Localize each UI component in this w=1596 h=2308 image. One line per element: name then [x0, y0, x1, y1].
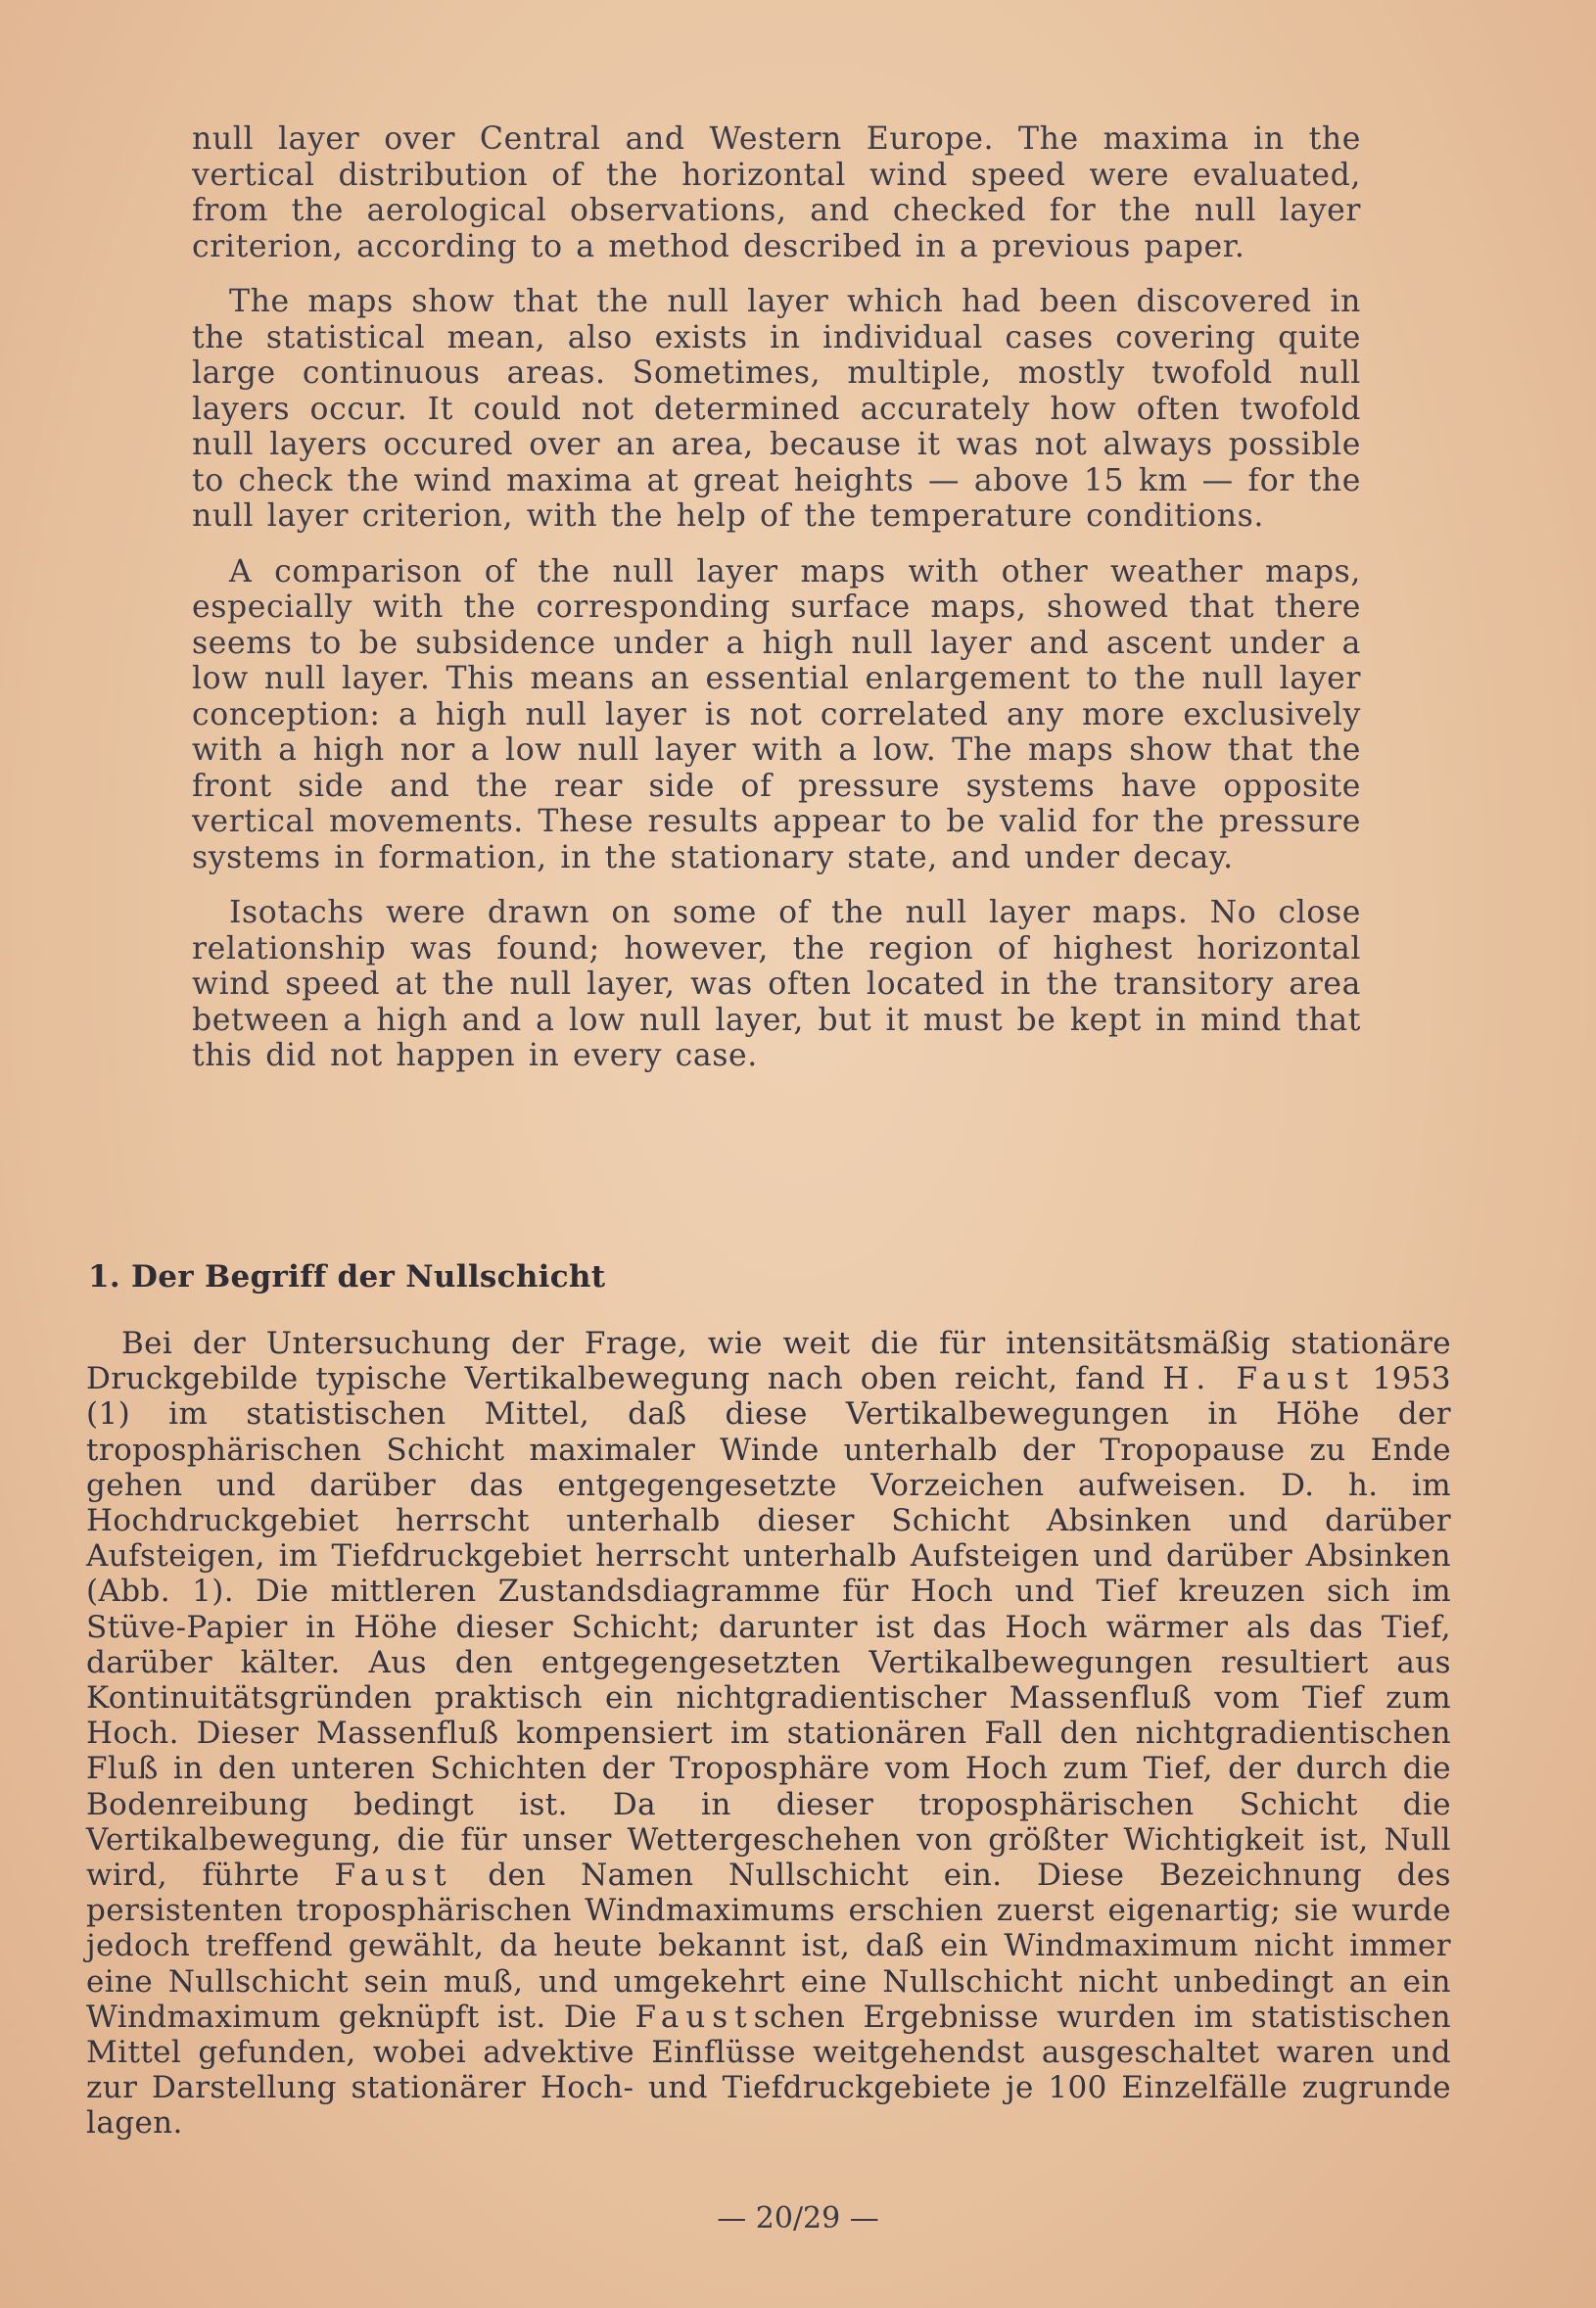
author-name: Faust	[634, 1999, 754, 2035]
author-name: H. Faust	[1162, 1361, 1355, 1397]
section-paragraph	[86, 1326, 1451, 2142]
section-body	[86, 1326, 1451, 2142]
paragraph-text-part-4: schen Ergebnisse wurden im statistischen Mittel gefunden, wobei advektive Einflüsse weitgehendst ausgeschaltet waren und zur Darstellung stationärer Hoch- und Tiefdruckgebiete je 100 Einzelfälle zugrunde lagen.	[86, 1999, 1451, 2142]
section-heading: 1. Der Begriff der Nullschicht	[88, 1259, 606, 1295]
page-number: — 20/29 —	[717, 2201, 879, 2236]
author-name: Faust	[334, 1858, 453, 1894]
english-summary	[192, 121, 1361, 1094]
summary-paragraph-1: null layer over Central and Western Europe. The maxima in the vertical distribution of the horizontal wind speed were evaluated, from the aerological observations, and checked for the null layer criterion, according to a method described in a previous paper.	[192, 121, 1361, 264]
summary-paragraph-2: The maps show that the null layer which had been discovered in the statistical mean, also exists in individual cases covering quite large continuous areas. Sometimes, multiple, mostly twofold null layers occur. It could not determined accurately how often twofold null layers occured over an area, because it was not always possible to check the wind maxima at great heights — above 15 km — for the null layer criterion, with the help of the temperature conditions.	[192, 284, 1361, 534]
summary-paragraph-4: Isotachs were drawn on some of the null layer maps. No close relationship was found; however, the region of highest horizontal wind speed at the null layer, was often located in the transitory area between a high and a low null layer, but it must be kept in mind that this did not happen in every case.	[192, 895, 1361, 1073]
paragraph-text-part-2: 1953 (1) im statistischen Mittel, daß diese Vertikalbewegungen in Höhe der troposphärischen Schicht maximaler Winde unterhalb der Tropopause zu Ende gehen und darüber das entgegengesetzte Vorzeichen aufweisen. D. h. im Hochdruckgebiet herrscht unterhalb dieser Schicht Absinken und darüber Aufsteigen, im Tiefdruckgebiet herrscht unterhalb Aufsteigen und darüber Absinken (Abb. 1). Die mittleren Zustandsdiagramme für Hoch und Tief kreuzen sich im Stüve-Papier in Höhe dieser Schicht; darunter ist das Hoch wärmer als das Tief, darüber kälter. Aus den entgegengesetzten Vertikalbewegungen resultiert aus Kontinuitätsgründen praktisch ein nichtgradientischer Massenfluß vom Tief zum Hoch. Dieser Massenfluß kompensiert im stationären Fall den nichtgradientischen Fluß in den unteren Schichten der Troposphäre vom Hoch zum Tief, der durch die Bodenreibung bedingt ist. Da in dieser troposphärischen Schicht die Vertikalbewegung, die für unser Wettergeschehen von größter Wichtigkeit ist, Null wird, führte	[86, 1361, 1452, 1894]
paragraph-text-part-1: Bei der Untersuchung der Frage, wie weit die für intensitätsmäßig stationäre Druckgebilde typische Vertikalbewegung nach oben reicht, fand	[86, 1326, 1451, 1397]
summary-paragraph-3: A comparison of the null layer maps with other weather maps, especially with the corresponding surface maps, showed that there seems to be subsidence under a high null layer and ascent under a low null layer. This means an essential enlargement to the null layer conception: a high null layer is not correlated any more exclusively with a high nor a low null layer with a low. The maps show that the front side and the rear side of pressure systems have opposite vertical movements. These results appear to be valid for the pressure systems in formation, in the stationary state, and under decay.	[192, 553, 1361, 875]
paragraph-text-part-3: den Namen Nullschicht ein. Diese Bezeichnung des persistenten troposphärischen Windmaximums erschien zuerst eigenartig; sie wurde jedoch treffend gewählt, da heute bekannt ist, daß ein Windmaximum nicht immer eine Nullschicht sein muß, und umgekehrt eine Nullschicht nicht unbedingt an ein Windmaximum geknüpft ist. Die	[86, 1858, 1451, 2035]
